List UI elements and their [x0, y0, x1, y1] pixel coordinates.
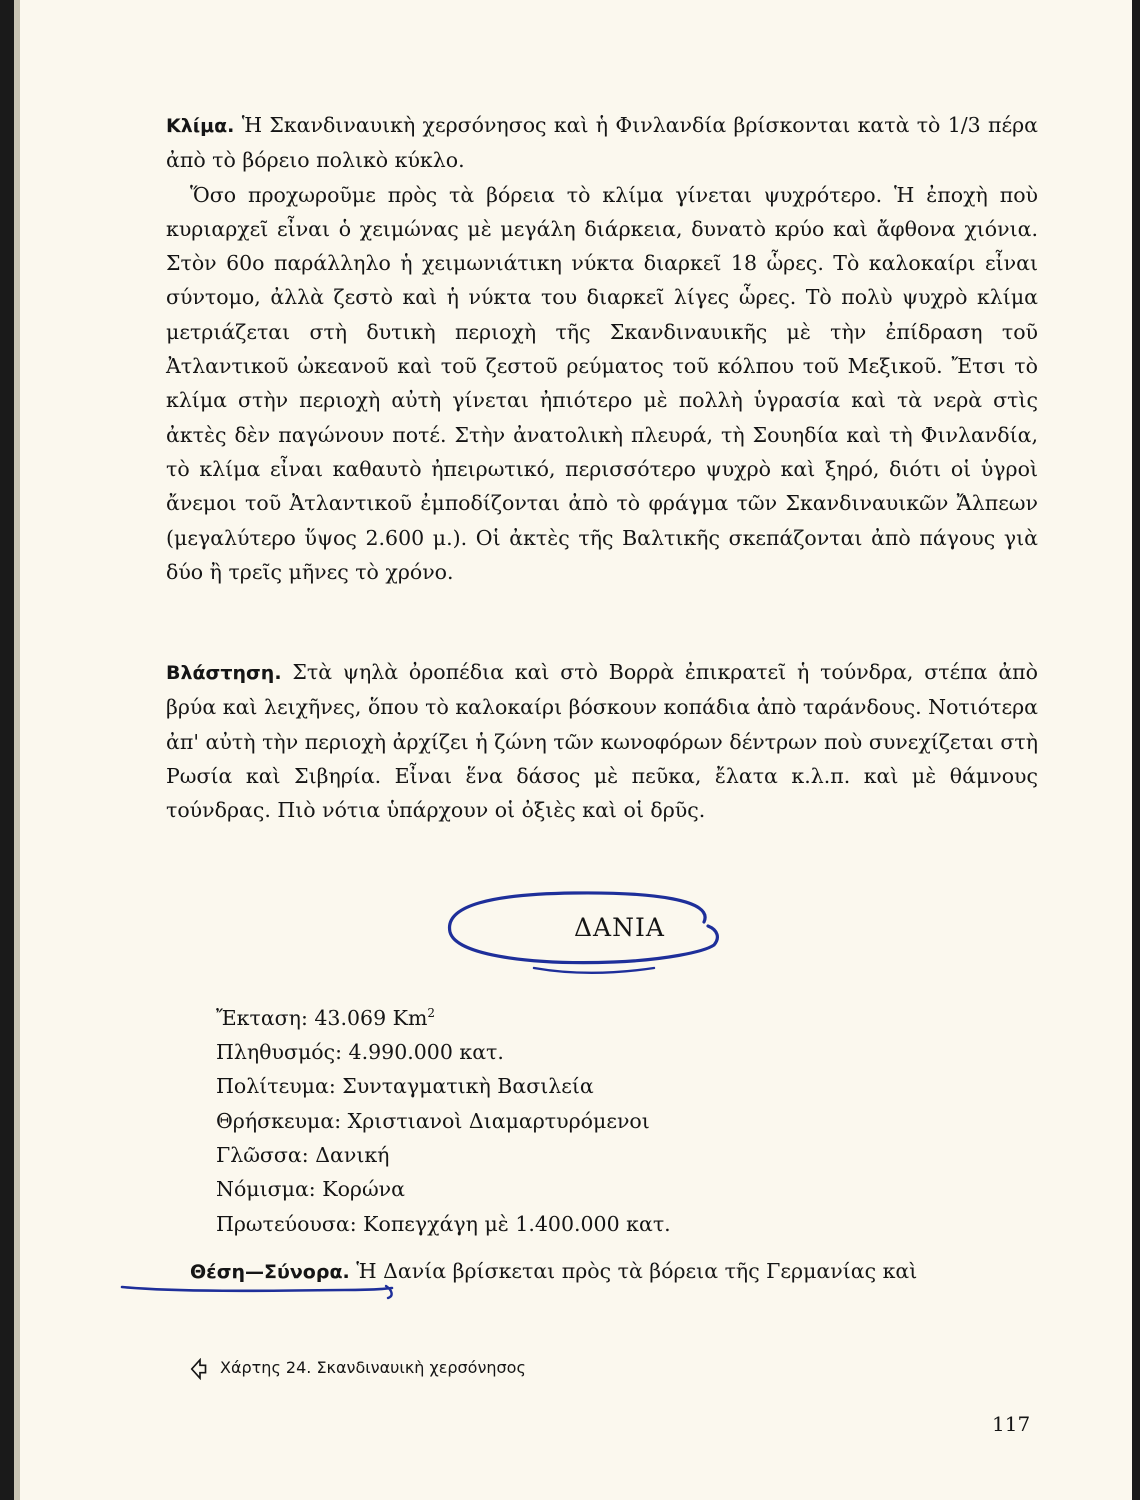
fact-area — [216, 996, 671, 1035]
fact-label: Πληθυσμός: — [216, 1040, 343, 1065]
fact-label: Ἔκταση: — [216, 1005, 308, 1030]
fact-value: Συνταγματικὴ Βασιλεία — [342, 1074, 594, 1099]
vlastisi-heading: Βλάστηση. — [166, 662, 282, 684]
thesi-line — [190, 1254, 1040, 1289]
thesi-heading: Θέση—Σύνορα. — [190, 1261, 350, 1283]
book-page — [14, 0, 1132, 1500]
section-vlastisi — [166, 655, 1038, 827]
fact-value: Κοπεγχάγη μὲ 1.400.000 κατ. — [363, 1211, 671, 1236]
fact-religion — [216, 1104, 671, 1138]
fact-currency — [216, 1172, 671, 1206]
pen-circle-tail — [534, 968, 654, 973]
thesi-text: Ἡ Δανία βρίσκεται πρὸς τὰ βόρεια τῆς Γερμανίας καὶ — [356, 1259, 918, 1283]
page-spine-shadow — [14, 0, 20, 1500]
fact-capital — [216, 1207, 671, 1241]
fact-value: Δανική — [315, 1143, 390, 1168]
fact-value: Κορώνα — [322, 1177, 405, 1202]
vlastisi-text: Στὰ ψηλὰ ὀροπέδια καὶ στὸ Βορρὰ ἐπικρατεῖ ἡ τούνδρα, στέπα ἀπὸ βρύα καὶ λειχῆνες, ὅπου τὸ καλοκαίρι βόσκουν κοπάδια ἀπὸ ταράνδους. Νοτιότερα ἀπ' αὐτὴ τὴν περιοχὴ ἀρχίζει ἡ ζώνη τῶν κωνοφόρων δέντρων ποὺ συνεχίζεται στὴ Ρωσία καὶ Σιβηρία. Εἶναι ἕνα δάσος μὲ πεῦκα, ἔλατα κ.λ.π. καὶ μὲ θάμνους τούνδρας. Πιὸ νότια ὑπάρχουν οἱ ὀξιὲς καὶ οἱ δρῦς. — [166, 660, 1038, 823]
diamond-arrow-icon — [188, 1358, 212, 1380]
fact-value: 4.990.000 κατ. — [348, 1040, 504, 1065]
map-caption — [188, 1356, 526, 1380]
caption-text: Χάρτης 24. Σκανδιναυικὴ χερσόνησος — [220, 1358, 526, 1377]
fact-superscript: 2 — [427, 1006, 436, 1020]
vlastisi-paragraph — [166, 655, 1038, 827]
fact-label: Νόμισμα: — [216, 1177, 316, 1202]
fact-value: Χριστιανοὶ Διαμαρτυρόμενοι — [347, 1108, 650, 1133]
fact-label: Πρωτεύουσα: — [216, 1211, 357, 1236]
fact-population — [216, 1035, 671, 1069]
klima-heading: Κλίμα. — [166, 115, 235, 137]
country-title: ΔΑΝΙΑ — [574, 913, 665, 942]
section-klima — [166, 108, 1038, 589]
fact-value: 43.069 Km — [314, 1005, 428, 1030]
klima-text-1: Ἡ Σκανδιναυικὴ χερσόνησος καὶ ἡ Φινλανδία βρίσκονται κατὰ τὸ 1/3 πέρα ἀπὸ τὸ βόρειο πολικὸ κύκλο. — [166, 113, 1038, 173]
fact-label: Πολίτευμα: — [216, 1074, 336, 1099]
fact-language — [216, 1138, 671, 1172]
page-number: 117 — [992, 1412, 1031, 1436]
fact-government — [216, 1069, 671, 1103]
klima-paragraph-2: Ὅσο προχωροῦμε πρὸς τὰ βόρεια τὸ κλίμα γίνεται ψυχρότερο. Ἡ ἐποχὴ ποὺ κυριαρχεῖ εἶναι ὁ χειμώνας μὲ μεγάλη διάρκεια, δυνατὸ κρύο καὶ ἄφθονα χιόνια. Στὸν 60ο παράλληλο ἡ χειμωνιάτικη νύκτα διαρκεῖ 18 ὧρες. Τὸ καλοκαίρι εἶναι σύντομο, ἀλλὰ ζεστὸ καὶ ἡ νύκτα του διαρκεῖ λίγες ὧρες. Τὸ πολὺ ψυχρὸ κλίμα μετριάζεται στὴ δυτικὴ περιοχὴ τῆς Σκανδιναυικῆς μὲ τὴν ἐπίδραση τοῦ Ἀτλαντικοῦ ὠκεανοῦ καὶ τοῦ ζεστοῦ ρεύματος τοῦ κόλπου τοῦ Μεξικοῦ. Ἔτσι τὸ κλίμα στὴν περιοχὴ αὐτὴ γίνεται ἠπιότερο μὲ πολλὴ ὑγρασία καὶ τὰ νερὰ στὶς ἀκτὲς δὲν παγώνουν ποτέ. Στὴν ἀνατολικὴ πλευρά, τὴ Σουηδία καὶ τὴ Φινλανδία, τὸ κλίμα εἶναι καθαυτὸ ἠπειρωτικό, περισσότερο ψυχρὸ καὶ ξηρό, διότι οἱ ὑγροὶ ἄνεμοι τοῦ Ἀτλαντικοῦ ἐμποδίζονται ἀπὸ τὸ φράγμα τῶν Σκανδιναυικῶν Ἄλπεων (μεγαλύτερο ὕψος 2.600 μ.). Οἱ ἀκτὲς τῆς Βαλτικῆς σκεπάζονται ἀπὸ πάγους γιὰ δύο ἢ τρεῖς μῆνες τὸ χρόνο. — [166, 182, 1038, 584]
fact-label: Γλῶσσα: — [216, 1143, 309, 1168]
klima-paragraph-1 — [166, 108, 1038, 178]
country-facts — [216, 996, 671, 1241]
fact-label: Θρήσκευμα: — [216, 1108, 342, 1133]
